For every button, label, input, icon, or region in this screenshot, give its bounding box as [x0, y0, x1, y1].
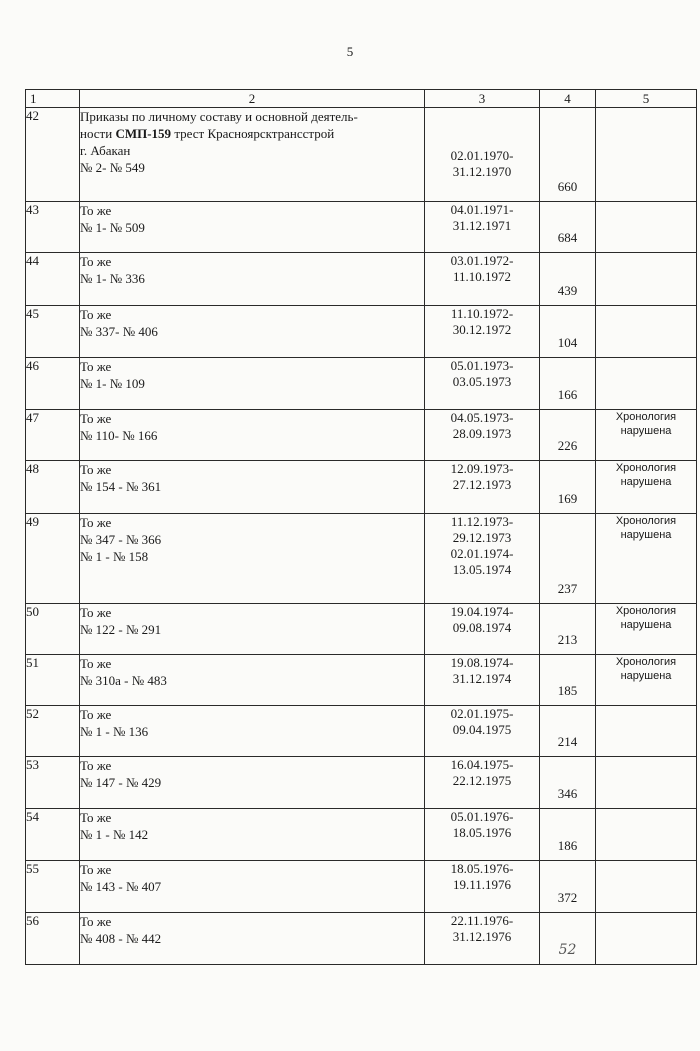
table-row — [26, 514, 697, 604]
inventory-table — [25, 89, 697, 965]
sheet-count-cell — [540, 604, 596, 655]
sheet-count: 226 — [557, 438, 578, 453]
date-line: 19.04.1974- — [450, 604, 514, 619]
date-line: 09.04.1975 — [452, 722, 512, 737]
title-text: То же — [80, 203, 112, 218]
sheet-count: 439 — [557, 283, 578, 298]
title-text: То же — [80, 707, 112, 722]
sheet-count: 104 — [557, 335, 578, 350]
title-text: г. Абакан — [80, 143, 131, 158]
date-line: 31.12.1970 — [452, 164, 512, 179]
date-line: 31.12.1976 — [452, 929, 512, 944]
item-number: 53 — [26, 757, 80, 809]
sheet-count: 186 — [557, 838, 578, 853]
note-line: нарушена — [620, 529, 672, 541]
item-note — [596, 202, 697, 253]
sheet-count-cell — [540, 306, 596, 358]
item-dates — [425, 913, 540, 965]
date-line: 18.05.1976- — [450, 861, 514, 876]
sheet-count: 169 — [557, 491, 578, 506]
title-line — [80, 108, 424, 125]
date-line: 09.08.1974 — [452, 620, 512, 635]
title-line — [80, 375, 424, 392]
item-dates — [425, 604, 540, 655]
item-note — [596, 809, 697, 861]
item-number: 55 — [26, 861, 80, 913]
date-line: 05.01.1973- — [450, 358, 514, 373]
title-text: Приказы по личному составу и основной деятель- — [80, 109, 358, 124]
table-row — [26, 604, 697, 655]
sheet-count: 52 — [558, 942, 577, 958]
title-text: То же — [80, 758, 112, 773]
title-line — [80, 672, 424, 689]
item-note — [596, 757, 697, 809]
note-line: Хронология — [615, 656, 677, 668]
item-title — [80, 604, 425, 655]
title-text: № 1 - № 136 — [80, 724, 149, 739]
table-row — [26, 655, 697, 706]
table-row — [26, 861, 697, 913]
date-line: 13.05.1974 — [452, 562, 512, 577]
date-line: 31.12.1974 — [452, 671, 512, 686]
title-text: То же — [80, 515, 112, 530]
date-line: 31.12.1971 — [452, 218, 512, 233]
sheet-count-cell — [540, 514, 596, 604]
note-line: нарушена — [620, 670, 672, 682]
title-text: № 347 - № 366 — [80, 532, 162, 547]
title-text: № 1- № 336 — [80, 271, 145, 286]
title-line — [80, 219, 424, 236]
item-note — [596, 706, 697, 757]
item-title — [80, 358, 425, 410]
note-line: Хронология — [615, 411, 677, 423]
sheet-count-cell — [540, 358, 596, 410]
table-row — [26, 757, 697, 809]
item-title — [80, 410, 425, 461]
header-col-1: 1 — [26, 90, 80, 108]
item-dates — [425, 306, 540, 358]
title-text: № 337- № 406 — [80, 324, 158, 339]
title-text: № 2- № 549 — [80, 160, 145, 175]
title-text: То же — [80, 307, 112, 322]
title-line — [80, 142, 424, 159]
item-title — [80, 706, 425, 757]
date-line: 05.01.1976- — [450, 809, 514, 824]
title-line — [80, 809, 424, 826]
note-line: Хронология — [615, 605, 677, 617]
item-note — [596, 358, 697, 410]
title-text: То же — [80, 862, 112, 877]
item-note — [596, 514, 697, 604]
item-dates — [425, 809, 540, 861]
item-note — [596, 108, 697, 202]
title-text: № 122 - № 291 — [80, 622, 162, 637]
item-title — [80, 655, 425, 706]
item-dates — [425, 108, 540, 202]
table-row — [26, 108, 697, 202]
header-col-2: 2 — [80, 90, 425, 108]
item-note — [596, 410, 697, 461]
item-title — [80, 202, 425, 253]
item-title — [80, 253, 425, 306]
item-dates — [425, 202, 540, 253]
note-line: Хронология — [615, 515, 677, 527]
header-col-3: 3 — [425, 90, 540, 108]
table-row — [26, 358, 697, 410]
item-number: 48 — [26, 461, 80, 514]
item-number: 56 — [26, 913, 80, 965]
title-line — [80, 878, 424, 895]
note-line: нарушена — [620, 425, 672, 437]
title-text: То же — [80, 605, 112, 620]
title-line — [80, 358, 424, 375]
title-line — [80, 757, 424, 774]
header-col-4: 4 — [540, 90, 596, 108]
item-number: 54 — [26, 809, 80, 861]
page-number: 5 — [346, 44, 354, 59]
item-number: 49 — [26, 514, 80, 604]
table-header — [26, 90, 697, 108]
item-dates — [425, 253, 540, 306]
title-line — [80, 125, 424, 142]
sheet-count-cell — [540, 410, 596, 461]
table-row — [26, 253, 697, 306]
title-text: То же — [80, 914, 112, 929]
title-line — [80, 723, 424, 740]
item-note — [596, 253, 697, 306]
item-note — [596, 861, 697, 913]
date-line: 11.12.1973- — [450, 514, 514, 529]
date-line: 27.12.1973 — [452, 477, 512, 492]
note-line: нарушена — [620, 476, 672, 488]
title-line — [80, 514, 424, 531]
header-col-5: 5 — [596, 90, 697, 108]
title-line — [80, 202, 424, 219]
item-title — [80, 461, 425, 514]
title-text: № 147 - № 429 — [80, 775, 162, 790]
date-line: 30.12.1972 — [452, 322, 512, 337]
date-line: 19.08.1974- — [450, 655, 514, 670]
table-row — [26, 809, 697, 861]
table-row — [26, 461, 697, 514]
title-line — [80, 861, 424, 878]
title-text: № 143 - № 407 — [80, 879, 162, 894]
date-line: 11.10.1972- — [450, 306, 514, 321]
item-dates — [425, 757, 540, 809]
note-line: Хронология — [615, 462, 677, 474]
title-line — [80, 270, 424, 287]
title-line — [80, 913, 424, 930]
sheet-count-cell — [540, 809, 596, 861]
title-line — [80, 253, 424, 270]
title-line — [80, 548, 424, 565]
table-row — [26, 913, 697, 965]
sheet-count-cell — [540, 757, 596, 809]
sheet-count: 213 — [557, 632, 578, 647]
item-title — [80, 306, 425, 358]
title-text: ности — [80, 126, 116, 141]
item-title — [80, 809, 425, 861]
title-text: То же — [80, 656, 112, 671]
title-line — [80, 531, 424, 548]
title-text: То же — [80, 810, 112, 825]
header-row — [26, 90, 697, 108]
title-text: № 1- № 109 — [80, 376, 145, 391]
sheet-count-cell — [540, 655, 596, 706]
title-text: № 1 - № 158 — [80, 549, 149, 564]
title-text: № 1 - № 142 — [80, 827, 149, 842]
sheet-count-cell — [540, 108, 596, 202]
title-line — [80, 655, 424, 672]
item-dates — [425, 861, 540, 913]
title-text: То же — [80, 411, 112, 426]
sheet-count: 166 — [557, 387, 578, 402]
item-title — [80, 861, 425, 913]
title-text: № 310а - № 483 — [80, 673, 167, 688]
title-line — [80, 410, 424, 427]
item-number: 51 — [26, 655, 80, 706]
item-number: 43 — [26, 202, 80, 253]
item-title — [80, 757, 425, 809]
title-text: № 408 - № 442 — [80, 931, 162, 946]
date-line: 18.05.1976 — [452, 825, 512, 840]
title-line — [80, 774, 424, 791]
sheet-count-cell — [540, 461, 596, 514]
sheet-count: 346 — [557, 786, 578, 801]
title-line — [80, 621, 424, 638]
date-line: 22.12.1975 — [452, 773, 512, 788]
sheet-count: 660 — [557, 179, 578, 194]
item-number: 50 — [26, 604, 80, 655]
table-row — [26, 706, 697, 757]
title-line — [80, 159, 424, 176]
date-line: 22.11.1976- — [450, 913, 514, 928]
title-line — [80, 478, 424, 495]
title-line — [80, 427, 424, 444]
date-line: 12.09.1973- — [450, 461, 514, 476]
date-line: 19.11.1976 — [452, 877, 512, 892]
title-line — [80, 930, 424, 947]
sheet-count-cell — [540, 253, 596, 306]
sheet-count: 237 — [557, 581, 578, 596]
sheet-count: 214 — [557, 734, 578, 749]
title-text: трест Красноярсктрансстрой — [171, 126, 335, 141]
item-note — [596, 913, 697, 965]
title-text: № 1- № 509 — [80, 220, 145, 235]
date-line: 02.01.1970- — [450, 148, 514, 163]
date-line: 11.10.1972 — [452, 269, 512, 284]
item-note — [596, 461, 697, 514]
item-note — [596, 655, 697, 706]
table-row — [26, 202, 697, 253]
date-line: 29.12.1973 — [452, 530, 512, 545]
table-row — [26, 306, 697, 358]
item-number: 52 — [26, 706, 80, 757]
sheet-count-cell — [540, 913, 596, 965]
item-dates — [425, 655, 540, 706]
item-title — [80, 913, 425, 965]
item-dates — [425, 358, 540, 410]
table-row — [26, 410, 697, 461]
sheet-count: 372 — [557, 890, 578, 905]
table-body — [26, 108, 697, 965]
date-line: 04.01.1971- — [450, 202, 514, 217]
item-dates — [425, 461, 540, 514]
sheet-count-cell — [540, 706, 596, 757]
title-text: № 154 - № 361 — [80, 479, 162, 494]
item-number: 42 — [26, 108, 80, 202]
title-line — [80, 706, 424, 723]
item-number: 47 — [26, 410, 80, 461]
title-line — [80, 323, 424, 340]
sheet-count: 185 — [557, 683, 578, 698]
date-line: 02.01.1975- — [450, 706, 514, 721]
title-line — [80, 461, 424, 478]
sheet-count-cell — [540, 202, 596, 253]
item-dates — [425, 514, 540, 604]
sheet-count-cell — [540, 861, 596, 913]
title-text: № 110- № 166 — [80, 428, 158, 443]
item-note — [596, 306, 697, 358]
date-line: 03.01.1972- — [450, 253, 514, 268]
date-line: 04.05.1973- — [450, 410, 514, 425]
item-number: 44 — [26, 253, 80, 306]
date-line: 16.04.1975- — [450, 757, 514, 772]
item-dates — [425, 410, 540, 461]
org-name: СМП-159 — [115, 126, 172, 141]
item-number: 45 — [26, 306, 80, 358]
item-title — [80, 514, 425, 604]
date-line: 02.01.1974- — [450, 546, 514, 561]
item-title — [80, 108, 425, 202]
title-text: То же — [80, 462, 112, 477]
date-line: 03.05.1973 — [452, 374, 512, 389]
sheet-count: 684 — [557, 230, 578, 245]
item-number: 46 — [26, 358, 80, 410]
title-text: То же — [80, 359, 112, 374]
date-line: 28.09.1973 — [452, 426, 512, 441]
title-line — [80, 826, 424, 843]
note-line: нарушена — [620, 619, 672, 631]
title-text: То же — [80, 254, 112, 269]
item-note — [596, 604, 697, 655]
title-line — [80, 306, 424, 323]
title-line — [80, 604, 424, 621]
item-dates — [425, 706, 540, 757]
